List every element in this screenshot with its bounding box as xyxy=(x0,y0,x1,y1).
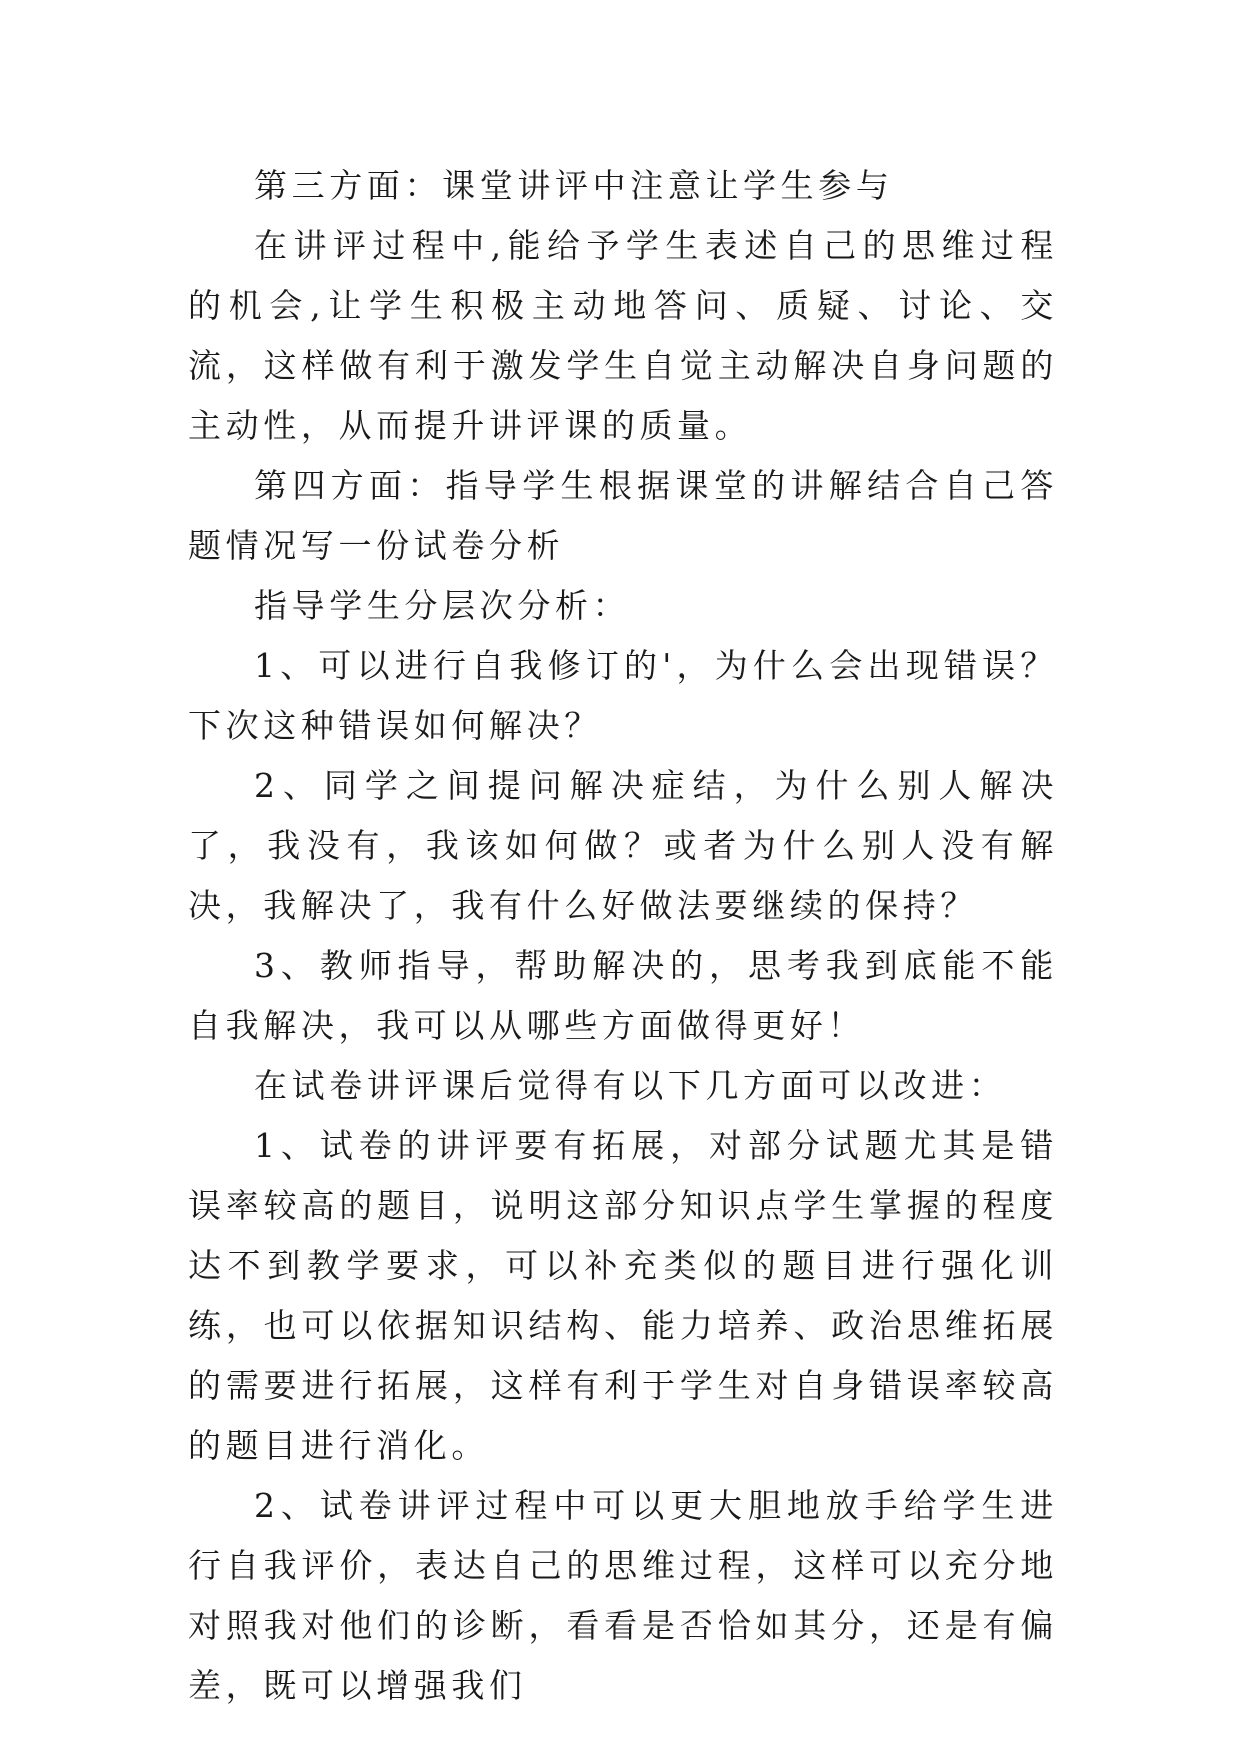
list-item-self-correction: 1、可以进行自我修订的'，为什么会出现错误？下次这种错误如何解决？ xyxy=(188,646,1058,745)
paragraph-improvements-intro: 在试卷讲评课后觉得有以下几方面可以改进： xyxy=(254,1066,1007,1105)
list-item-peer-questions: 2、同学之间提问解决症结，为什么别人解决了，我没有，我该如何做？或者为什么别人没有解决，我解决了，我有什么好做法要继续的保持？ xyxy=(188,766,1058,925)
list-item-extension: 1、试卷的讲评要有拓展，对部分试题尤其是错误率较高的题目，说明这部分知识点学生掌握的程度达不到教学要求，可以补充类似的题目进行强化训练，也可以依据知识结构、能力培养、政治思维拓展的需要进行拓展，这样有利于学生对自身错误率较高的题目进行消化。 xyxy=(188,1126,1058,1465)
document-body xyxy=(188,156,1058,1716)
paragraph-layered-analysis: 指导学生分层次分析： xyxy=(254,586,631,625)
heading-part-four: 第四方面：指导学生根据课堂的讲解结合自己答题情况写一份试卷分析 xyxy=(188,466,1058,565)
list-item-teacher-guidance: 3、教师指导，帮助解决的，思考我到底能不能自我解决，我可以从哪些方面做得更好！ xyxy=(188,946,1058,1045)
paragraph-participation: 在讲评过程中,能给予学生表述自己的思维过程的机会,让学生积极主动地答问、质疑、讨论、交流，这样做有利于激发学生自觉主动解决自身问题的主动性，从而提升讲评课的质量。 xyxy=(188,226,1058,445)
list-item-self-evaluation: 2、试卷讲评过程中可以更大胆地放手给学生进行自我评价，表达自己的思维过程，这样可以充分地对照我对他们的诊断，看看是否恰如其分，还是有偏差，既可以增强我们 xyxy=(188,1486,1058,1705)
heading-part-three: 第三方面：课堂讲评中注意让学生参与 xyxy=(254,166,894,205)
